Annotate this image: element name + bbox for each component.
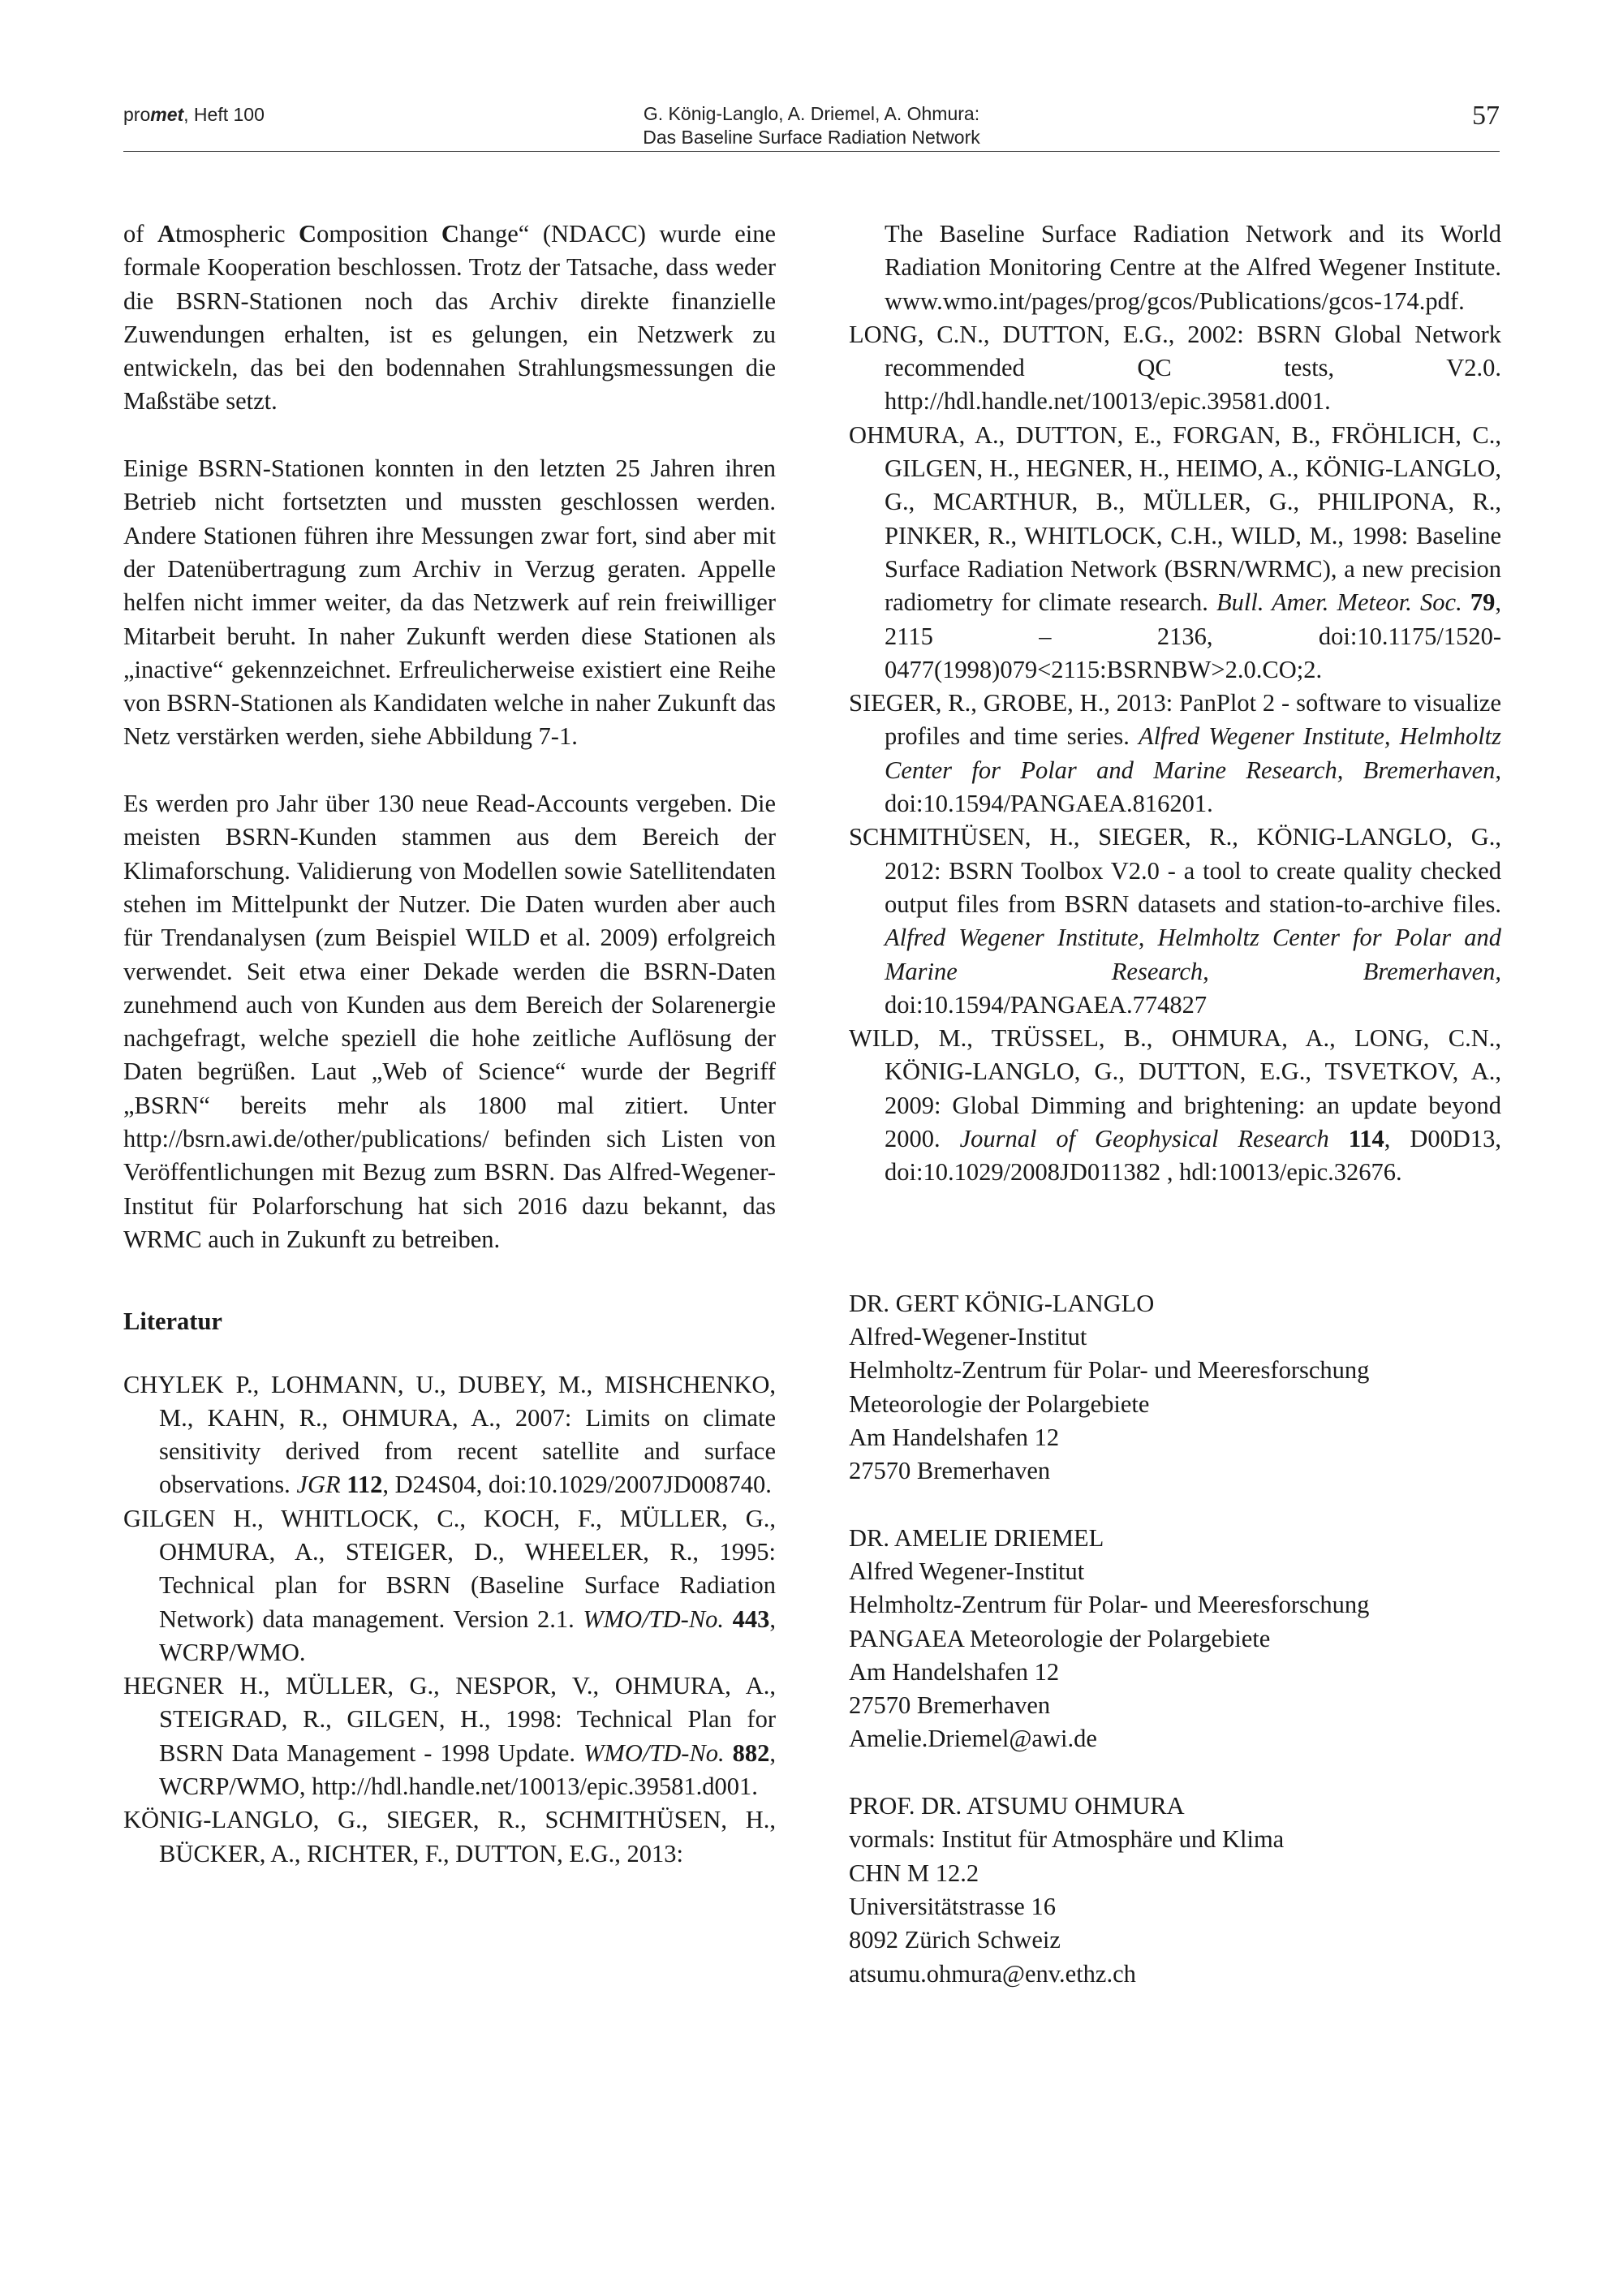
- reference-chylek: CHYLEK P., LOHMANN, U., DUBEY, M., MISHCHENKO, M., KAHN, R., OHMURA, A., 2007: Limits on climate sensitivity derived from recent satellite and surface observations. JGR 112, D24S04, doi:10.1029/2007JD008740.: [123, 1370, 776, 1499]
- email-link[interactable]: Amelie.Driemel@awi.de: [849, 1725, 1097, 1753]
- reference-sieger: SIEGER, R., GROBE, H., 2013: PanPlot 2 - software to visualize profiles and time series. Alfred Wegener Institute, Helmholtz Center for Polar and Marine Research, Bremerhaven, doi:10.1594/PANGAEA.816201.: [849, 689, 1502, 818]
- header-title: Das Baseline Surface Radiation Network: [643, 127, 980, 148]
- reference-schmithuesen: SCHMITHÜSEN, H., SIEGER, R., KÖNIG-LANGLO, G., 2012: BSRN Toolbox V2.0 - a tool to create quality checked output files from BSRN datasets and station-to-archive files. Alfred Wegener Institute, Helmholtz Center for Polar and Marine Research, Bremerhaven, doi:10.1594/PANGAEA.774827: [849, 823, 1501, 1019]
- section-heading-literatur: Literatur: [123, 1307, 222, 1336]
- header-authors: G. König-Langlo, A. Driemel, A. Ohmura:: [643, 103, 980, 124]
- address-line: Helmholtz-Zentrum für Polar- und Meeresforschung: [849, 1591, 1370, 1619]
- author-name: DR. GERT KÖNIG-LANGLO: [849, 1289, 1155, 1317]
- paragraph-users: Es werden pro Jahr über 130 neue Read-Accounts vergeben. Die meisten BSRN-Kunden stammen aus dem Bereich der Klimaforschung. Validierung von Modellen sowie Satellitendaten stehen im Mittelpunkt der Nutzer. Die Daten wurden aber auch für Trendanalysen (zum Beispiel WILD et al. 2009) erfolgreich verwendet. Seit etwa einer Dekade werden die BSRN-Daten zunehmend auch von Kunden aus dem Bereich der Solarenergie nachgefragt, welche speziell die hohe zeitliche Auflösung der Daten begrüßen. Laut „Web of Science“ wurde der Begriff „BSRN“ bereits mehr als 1800 mal zitiert. Unter http://bsrn.awi.de/other/publications/ befinden sich Listen von Veröffentlichungen mit Bezug zum BSRN. Das Alfred-Wegener-Institut für Polarforschung hat sich 2016 dazu bekannt, das WRMC auch in Zukunft zu betreiben.: [123, 790, 776, 1253]
- paragraph-stations: Einige BSRN-Stationen konnten in den letzten 25 Jahren ihren Betrieb nicht fortsetzten und mussten geschlossen werden. Andere Stationen führen ihre Messungen zwar fort, sind aber mit der Datenübertragung zum Archiv in Verzug geraten. Appelle helfen nicht immer weiter, da das Netzwerk auf rein freiwilliger Mitarbeit beruht. In naher Zukunft werden diese Stationen als „inactive“ gekennzeichnet. Erfreulicherweise existiert eine Reihe von BSRN-Stationen als Kandidaten welche in naher Zukunft das Netz verstärken werden, siehe Abbildung 7-1.: [123, 454, 776, 751]
- address-line: Alfred Wegener-Institut: [849, 1557, 1085, 1585]
- author-address-driemel: [849, 1522, 1501, 1756]
- author-name: DR. AMELIE DRIEMEL: [849, 1523, 1104, 1552]
- reference-koenig-langlo-continued: The Baseline Surface Radiation Network and its World Radiation Monitoring Centre at the Alfred Wegener Institute. www.wmo.int/pages/prog/gcos/Publications/gcos-174.pdf.: [885, 220, 1501, 315]
- address-line: Am Handelshafen 12: [849, 1423, 1060, 1451]
- address-line: CHN M 12.2: [849, 1859, 979, 1887]
- address-line: Meteorologie der Polargebiete: [849, 1389, 1150, 1418]
- address-line: PANGAEA Meteorologie der Polargebiete: [849, 1624, 1271, 1652]
- address-line: Am Handelshafen 12: [849, 1657, 1060, 1686]
- address-line: Alfred-Wegener-Institut: [849, 1322, 1087, 1350]
- address-line: 27570 Bremerhaven: [849, 1691, 1051, 1720]
- address-line: Universitätstrasse 16: [849, 1892, 1056, 1920]
- email-link[interactable]: atsumu.ohmura@env.ethz.ch: [849, 1959, 1136, 1988]
- address-line: 8092 Zürich Schweiz: [849, 1926, 1061, 1954]
- reference-koenig-langlo: KÖNIG-LANGLO, G., SIEGER, R., SCHMITHÜSEN, H., BÜCKER, A., RICHTER, F., DUTTON, E.G., 2013:: [123, 1806, 776, 1867]
- reference-ohmura: OHMURA, A., DUTTON, E., FORGAN, B., FRÖHLICH, C., GILGEN, H., HEGNER, H., HEIMO, A., KÖNIG-LANGLO, G., MCARTHUR, B., MÜLLER, G., PHILIPONA, R., PINKER, R., WHITLOCK, C.H., WILD, M., 1998: Baseline Surface Radiation Network (BSRN/WRMC), a new precision radiometry for climate research. Bull. Amer. Meteor. Soc. 79, 2115 – 2136, doi:10.1175/1520-0477(1998)079<2115:BSRNBW>2.0.CO;2.: [849, 420, 1502, 683]
- paragraph-ndacc: of Atmospheric Composition Change“ (NDACC) wurde eine formale Kooperation beschlossen. Trotz der Tatsache, dass weder die BSRN-Stationen noch das Archiv direkte finanzielle Zuwendungen erhalten, ist es gelungen, ein Netzwerk zu entwickeln, das bei den bodennahen Strahlungsmessungen die Maßstäbe setzt.: [123, 220, 776, 416]
- header-rule: [123, 151, 1500, 152]
- address-line: vormals: Institut für Atmosphäre und Klima: [849, 1825, 1285, 1854]
- author-name: PROF. DR. ATSUMU OHMURA: [849, 1792, 1185, 1820]
- address-line: 27570 Bremerhaven: [849, 1457, 1051, 1485]
- reference-hegner: HEGNER H., MÜLLER, G., NESPOR, V., OHMURA, A., STEIGRAD, R., GILGEN, H., 1998: Technical Plan for BSRN Data Management - 1998 Update. WMO/TD-No. 882, WCRP/WMO, http://hdl.handle.net/10013/epic.39581.d001.: [123, 1672, 777, 1801]
- author-address-ohmura: [849, 1790, 1501, 1991]
- author-address-koenig-langlo: [849, 1287, 1501, 1488]
- running-header: [438, 102, 1185, 149]
- left-column: [123, 218, 776, 1871]
- reference-wild: WILD, M., TRÜSSEL, B., OHMURA, A., LONG, C.N., KÖNIG-LANGLO, G., DUTTON, E.G., TSVETKOV, A., 2009: Global Dimming and brightening: an update beyond 2000. Journal of Geophysical Research 114, D00D13, doi:10.1029/2008JD011382 , hdl:10013/epic.32676.: [849, 1024, 1502, 1187]
- page-number: 57: [1472, 101, 1500, 131]
- journal-name: promet, Heft 100: [123, 104, 265, 125]
- right-column: [849, 218, 1501, 2024]
- address-line: Helmholtz-Zentrum für Polar- und Meeresforschung: [849, 1356, 1370, 1385]
- reference-long: LONG, C.N., DUTTON, E.G., 2002: BSRN Global Network recommended QC tests, V2.0. http://hdl.handle.net/10013/epic.39581.d001.: [849, 320, 1501, 416]
- reference-gilgen: GILGEN H., WHITLOCK, C., KOCH, F., MÜLLER, G., OHMURA, A., STEIGER, D., WHEELER, R., 1995: Technical plan for BSRN (Baseline Surface Radiation Network) data management. Version 2.1. WMO/TD-No. 443, WCRP/WMO.: [123, 1504, 776, 1666]
